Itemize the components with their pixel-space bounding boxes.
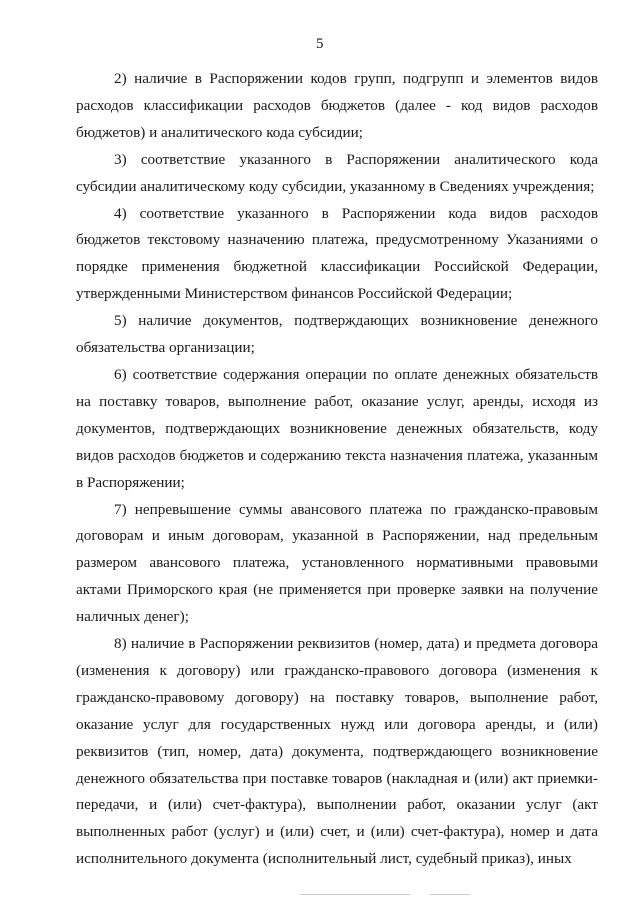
- page-number: 5: [316, 36, 324, 52]
- paragraph-item-6: 6) соответствие содержания операции по оплате денежных обязательств на поставку товаров, выполнение работ, оказание услуг, аренды, исходя из документов, подтверждающих возникновение денежных обязательств, коду видов расходов бюджетов и содержанию текста назначения платежа, указанным в Распоряжении;: [76, 365, 598, 491]
- scan-edge-line: [300, 894, 410, 895]
- paragraph-item-8: 8) наличие в Распоряжении реквизитов (номер, дата) и предмета договора (изменения к договору) или гражданско-правового договора (изменения к гражданско-правовому договору) на поставку товаров, выполнение работ, оказание услуг для государственных нужд или договора аренды, и (или) реквизитов (тип, номер, дата) документа, подтверждающего возникновение денежного обязательства при поставке товаров (накладная и (или) акт приемки-передачи, и (или) счет-фактура), выполнении работ, оказании услуг (акт выполненных работ (услуг) и (или) счет, и (или) счет-фактура), номер и дата исполнительного документа (исполнительный лист, судебный приказ), иных: [76, 635, 598, 868]
- document-body: [76, 66, 598, 873]
- paragraph-item-3: 3) соответствие указанного в Распоряжении аналитического кода субсидии аналитическому коду субсидии, указанному в Сведениях учреждения;: [76, 150, 598, 195]
- paragraph-item-7: 7) непревышение суммы авансового платежа по гражданско-правовым договорам и иным договорам, указанной в Распоряжении, над предельным размером авансового платежа, установленного нормативными правовыми актами Приморского края (не применяется при проверке заявки на получение наличных денег);: [76, 500, 598, 626]
- scan-edge-line: [430, 894, 470, 895]
- paragraph-item-4: 4) соответствие указанного в Распоряжении кода видов расходов бюджетов текстовому назначению платежа, предусмотренному Указаниями о порядке применения бюджетной классификации Российской Федерации, утвержденными Министерством финансов Российской Федерации;: [76, 204, 598, 303]
- paragraph-item-5: 5) наличие документов, подтверждающих возникновение денежного обязательства организации;: [76, 312, 598, 357]
- paragraph-item-2: 2) наличие в Распоряжении кодов групп, подгрупп и элементов видов расходов классификации расходов бюджетов (далее - код видов расходов бюджетов) и аналитического кода субсидии;: [76, 70, 598, 141]
